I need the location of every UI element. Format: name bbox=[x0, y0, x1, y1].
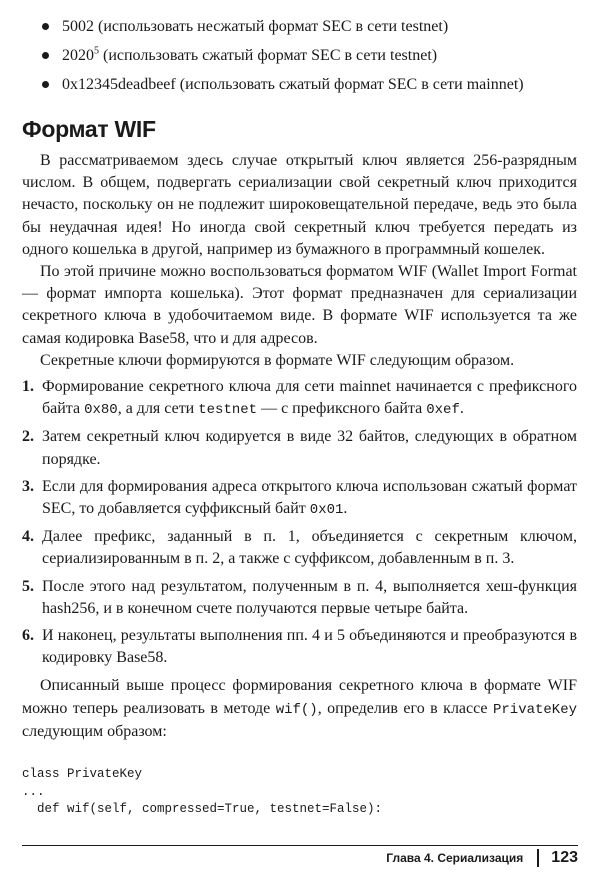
step-text: Формирование секретного ключа для сети mainnet начинается с префиксного байта bbox=[42, 378, 577, 418]
footer-divider bbox=[22, 845, 578, 846]
bullet-icon bbox=[42, 52, 49, 59]
steps-list bbox=[22, 376, 577, 669]
code-block: class PrivateKey ... def wif(self, compressed=True, testnet=False): bbox=[22, 767, 383, 816]
inline-code: PrivateKey bbox=[492, 701, 577, 718]
step-text: После этого над результатом, полученным в п. 4, выполняется хеш-функция hash256, и в конечном счете получаются первые четыре байта. bbox=[42, 577, 577, 617]
step-number: 6. bbox=[22, 627, 34, 645]
step-item bbox=[22, 576, 577, 620]
step-text: . bbox=[459, 400, 464, 418]
inline-code: 0xef bbox=[426, 402, 460, 419]
list-item-text: (использовать сжатый формат SEC в сети testnet) bbox=[99, 47, 438, 64]
bullet-icon bbox=[42, 81, 49, 88]
footer-separator bbox=[537, 849, 539, 867]
bullet-icon bbox=[42, 23, 49, 30]
inline-code: testnet bbox=[198, 402, 258, 419]
step-text: Затем секретный ключ кодируется в виде 32 байтов, следующих в обратном порядке. bbox=[42, 428, 577, 468]
body-text bbox=[22, 150, 577, 743]
step-number: 5. bbox=[22, 577, 34, 595]
step-text: Далее префикс, заданный в п. 1, объединяется с секретным ключом, сериализированным в п. 2, а также с суффиксом, добавленным в п. 3. bbox=[42, 528, 577, 568]
closing-text: , определив его в классе bbox=[317, 699, 493, 717]
page-footer bbox=[386, 849, 578, 867]
list-item bbox=[38, 41, 578, 70]
list-item bbox=[38, 70, 578, 99]
step-item bbox=[22, 476, 577, 521]
inline-code: wif() bbox=[275, 701, 318, 718]
step-text: . bbox=[343, 500, 348, 518]
step-text: , а для сети bbox=[117, 400, 199, 418]
paragraph: Секретные ключи формируются в формате WIF следующим образом. bbox=[40, 351, 515, 369]
page-number: 123 bbox=[551, 849, 578, 866]
step-number: 1. bbox=[22, 378, 34, 396]
step-number: 3. bbox=[22, 477, 34, 495]
step-text: — с префиксного байта bbox=[257, 400, 427, 418]
closing-text: Описанный выше процесс формирования секретного ключа в формате WIF можно теперь реализовать в методе bbox=[22, 677, 577, 717]
list-item-number: 2020 bbox=[62, 47, 94, 64]
list-item-text: 5002 (использовать несжатый формат SEC в сети testnet) bbox=[62, 18, 449, 35]
paragraph: В рассматриваемом здесь случае открытый ключ является 256-разрядным числом. В общем, подвергать сериализации свой секретный ключ приходится нечасто, поскольку он не подлежит широковещательной передаче, ведь это была бы неудачная идея! Но иногда свой секретный ключ требуется передать из одного кошелька в другой, например из бумажного в программный кошелек. bbox=[22, 152, 577, 258]
exponent: 5 bbox=[94, 45, 99, 57]
step-item bbox=[22, 426, 577, 470]
step-number: 4. bbox=[22, 528, 34, 546]
list-item-text: 0x12345deadbeef (использовать сжатый формат SEC в сети mainnet) bbox=[62, 76, 524, 93]
paragraph: По этой причине можно воспользоваться форматом WIF (Wallet Import Format — формат импорта кошелька). Этот формат предназначен для сериализации секретного ключа в удобочитаемом виде. В формате WIF используется та же самая кодировка Base58, что и для адресов. bbox=[22, 263, 577, 347]
step-item bbox=[22, 625, 577, 669]
inline-code: 0x01 bbox=[309, 502, 344, 519]
chapter-title: Глава 4. Сериализация bbox=[386, 851, 524, 865]
section-heading: Формат WIF bbox=[22, 116, 156, 142]
example-list bbox=[38, 12, 578, 99]
closing-paragraph bbox=[22, 675, 577, 743]
step-item bbox=[22, 526, 577, 570]
step-text: И наконец, результаты выполнения пп. 4 и 5 объединяются и преобразуются в кодировку Base58. bbox=[42, 627, 577, 667]
closing-text: следующим образом: bbox=[22, 722, 167, 740]
step-number: 2. bbox=[22, 428, 34, 446]
step-text: Если для формирования адреса открытого ключа использован сжатый формат SEC, то добавляется суффиксный байт bbox=[42, 477, 577, 518]
step-item bbox=[22, 376, 577, 421]
list-item bbox=[38, 12, 578, 41]
inline-code: 0x80 bbox=[84, 402, 118, 419]
